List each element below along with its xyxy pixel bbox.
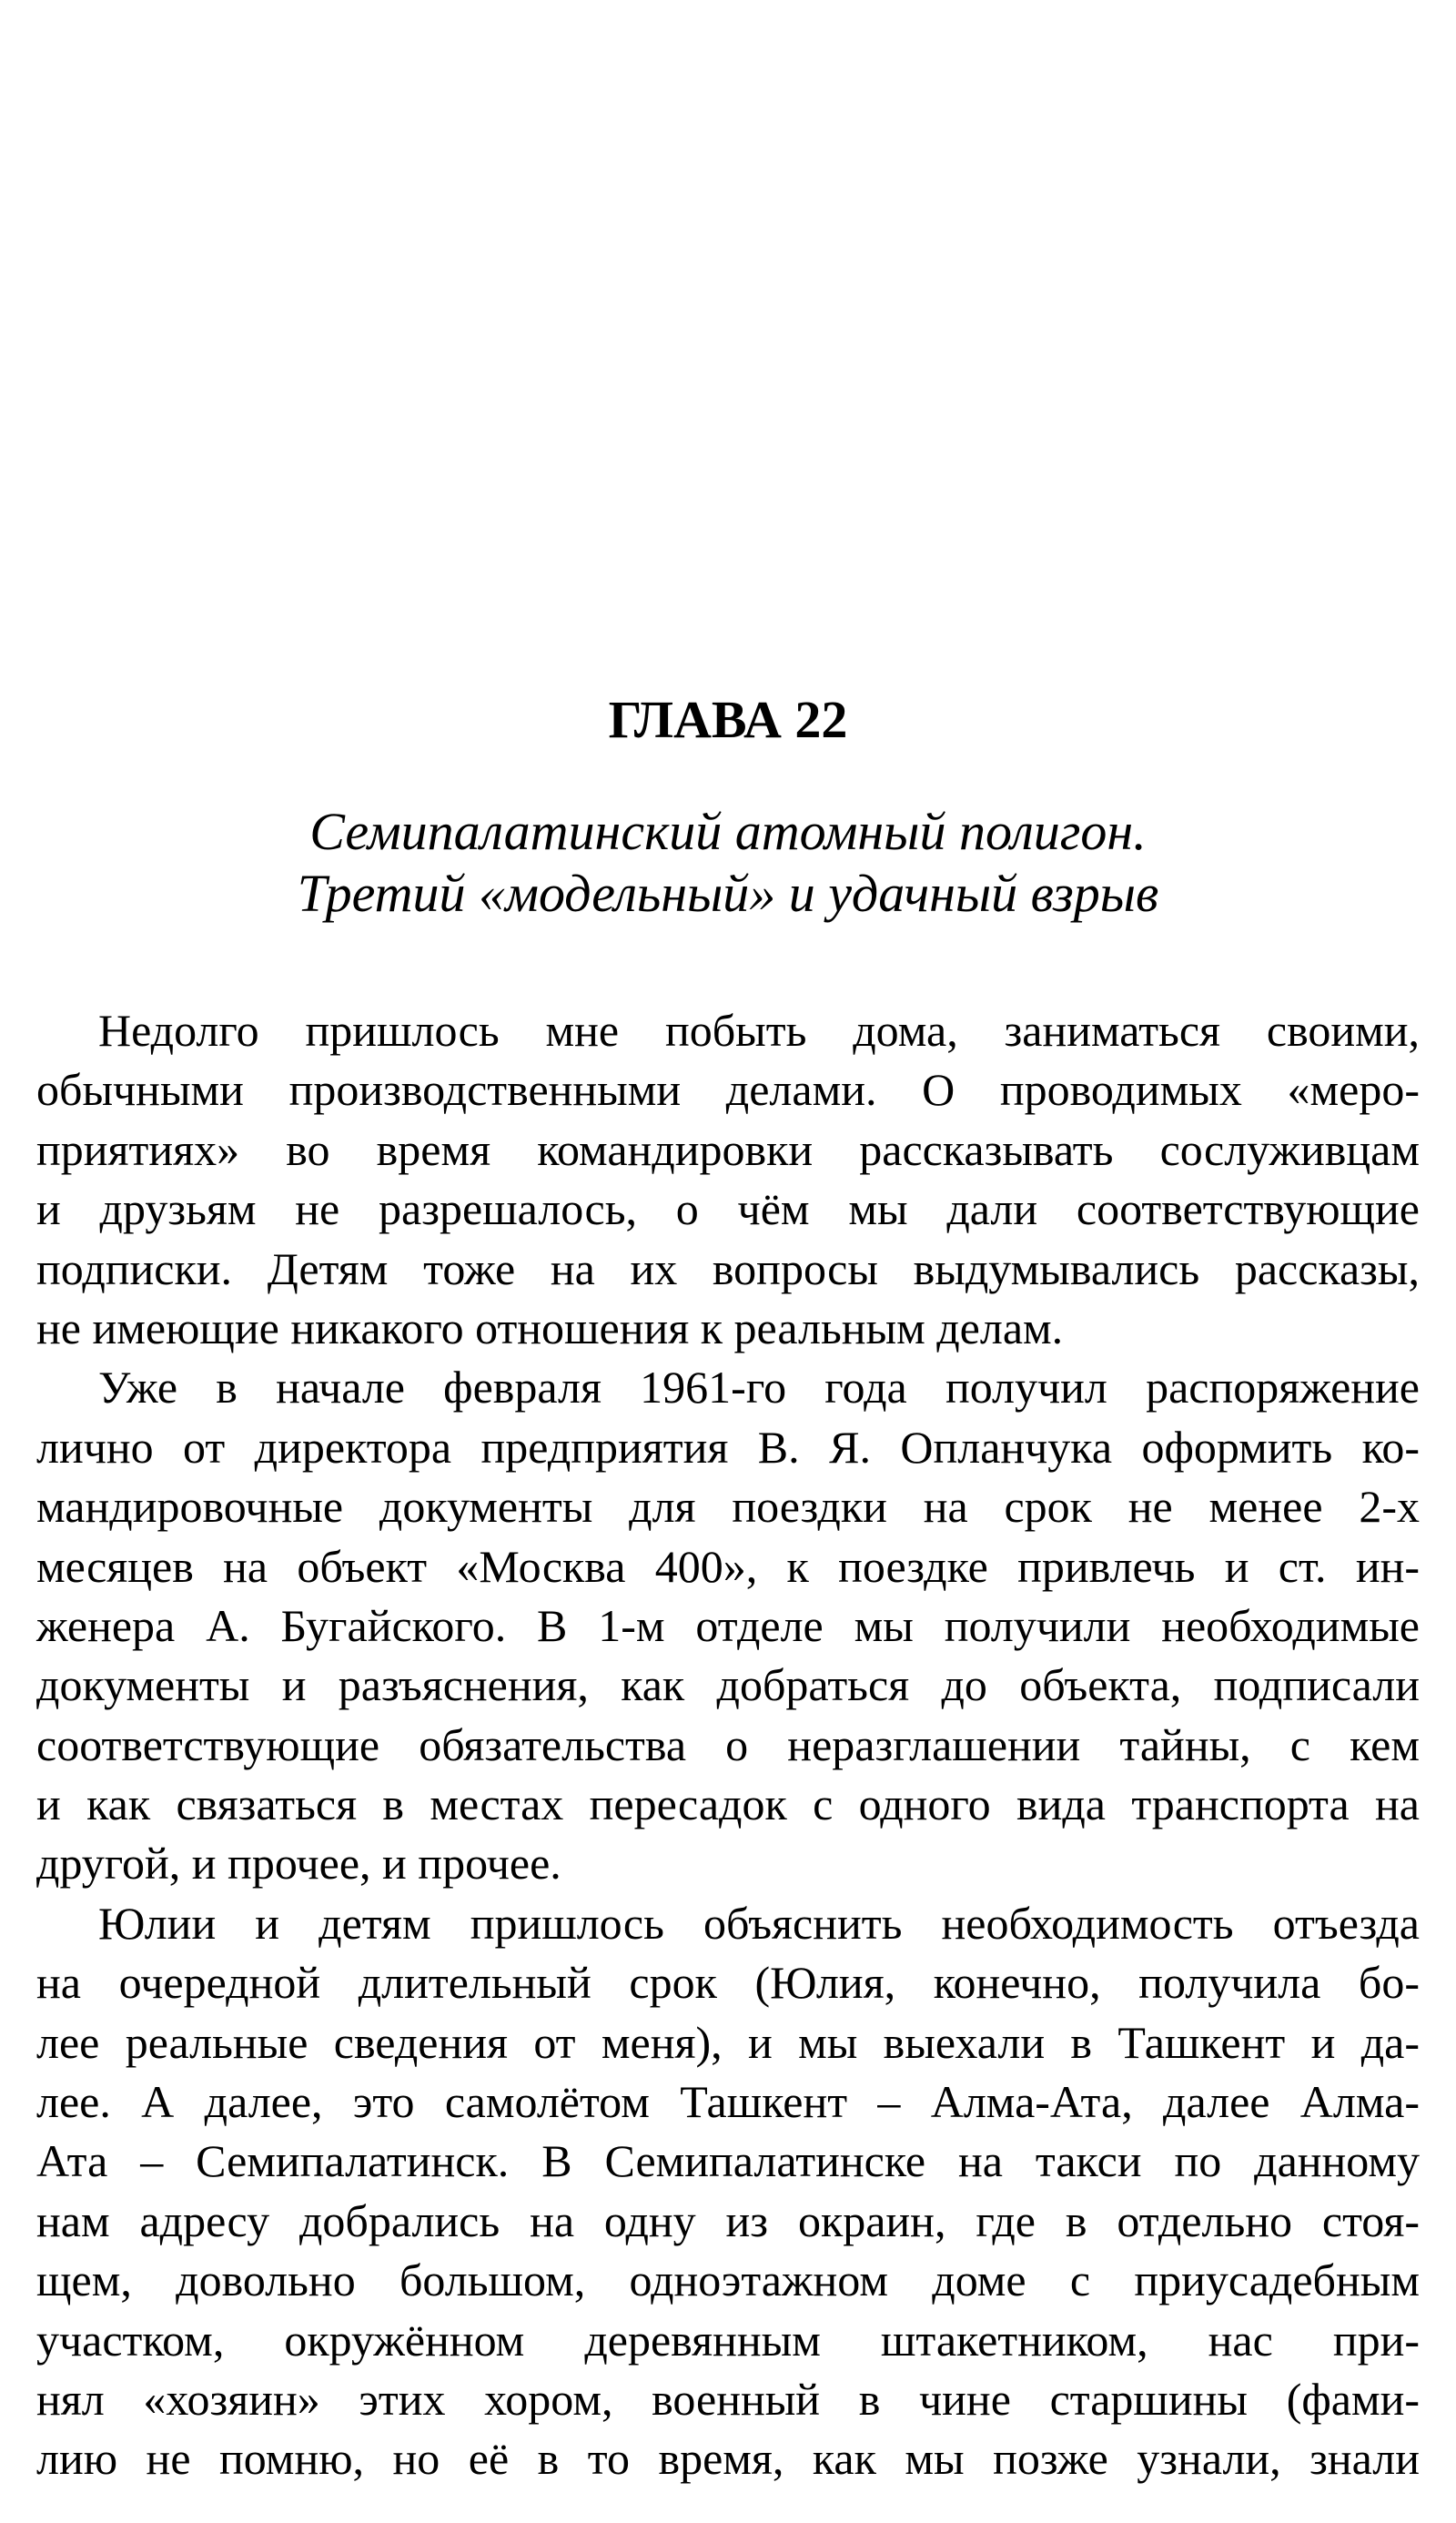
chapter-title: ГЛАВА 22 xyxy=(608,690,848,749)
subtitle-line: Третий «модельный» и удачный взрыв xyxy=(297,864,1159,923)
text-line: не имеющие никакого отношения к реальным делам. xyxy=(36,1302,1064,1353)
text-line: подписки. Детям тоже на их вопросы выдумывались рассказы, xyxy=(36,1242,1420,1294)
text-line: Ата – Семипалатинск. В Семипалатинске на такси по данному xyxy=(36,2135,1420,2187)
text-line: лее реальные сведения от меня), и мы выехали в Ташкент и да- xyxy=(36,2016,1420,2068)
text-line: мандировочные документы для поездки на срок не менее 2-х xyxy=(36,1481,1420,1533)
text-line: обычными производственными делами. О проводимых «меро- xyxy=(36,1064,1420,1116)
text-line: лию не помню, но её в то время, как мы позже узнали, знали xyxy=(36,2433,1420,2485)
text-line: соответствующие обязательства о неразглашении тайны, с кем xyxy=(36,1718,1420,1770)
chapter-subtitle xyxy=(0,801,1456,925)
text-line: другой, и прочее, и прочее. xyxy=(36,1838,561,1890)
text-line: документы и разъяснения, как добраться до объекта, подписали xyxy=(36,1659,1420,1711)
text-line: месяцев на объект «Москва 400», к поездке привлечь и ст. ин- xyxy=(36,1540,1420,1592)
text-line: лее. А далее, это самолётом Ташкент – Алма-Ата, далее Алма- xyxy=(36,2076,1420,2128)
text-line: Уже в начале февраля 1961-го года получил распоряжение xyxy=(98,1362,1420,1413)
text-line: лично от директора предприятия В. Я. Опланчука оформить ко- xyxy=(36,1421,1420,1473)
text-line: на очередной длительный срок (Юлия, конечно, получила бо- xyxy=(36,1957,1420,2009)
text-line: и друзьям не разрешалось, о чём мы дали соответствующие xyxy=(36,1183,1420,1235)
text-line: участком, окружённом деревянным штакетником, нас при- xyxy=(36,2314,1420,2366)
body-text xyxy=(36,1001,1420,2489)
text-line: нам адресу добрались на одну из окраин, где в отдельно стоя- xyxy=(36,2194,1420,2246)
subtitle-line: Семипалатинский атомный полигон. xyxy=(309,802,1147,861)
text-line: нял «хозяин» этих хором, военный в чине старшины (фами- xyxy=(36,2373,1420,2425)
text-line: Юлии и детям пришлось объяснить необходимость отъезда xyxy=(98,1897,1420,1949)
text-line: щем, довольно большом, одноэтажном доме с приусадебным xyxy=(36,2254,1420,2306)
text-line: и как связаться в местах пересадок с одного вида транспорта на xyxy=(36,1778,1420,1830)
text-line: Недолго пришлось мне побыть дома, заниматься своими, xyxy=(98,1005,1420,1056)
text-line: женера А. Бугайского. В 1-м отделе мы получили необходимые xyxy=(36,1599,1420,1651)
text-line: приятиях» во время командировки рассказывать сослуживцам xyxy=(36,1123,1420,1175)
